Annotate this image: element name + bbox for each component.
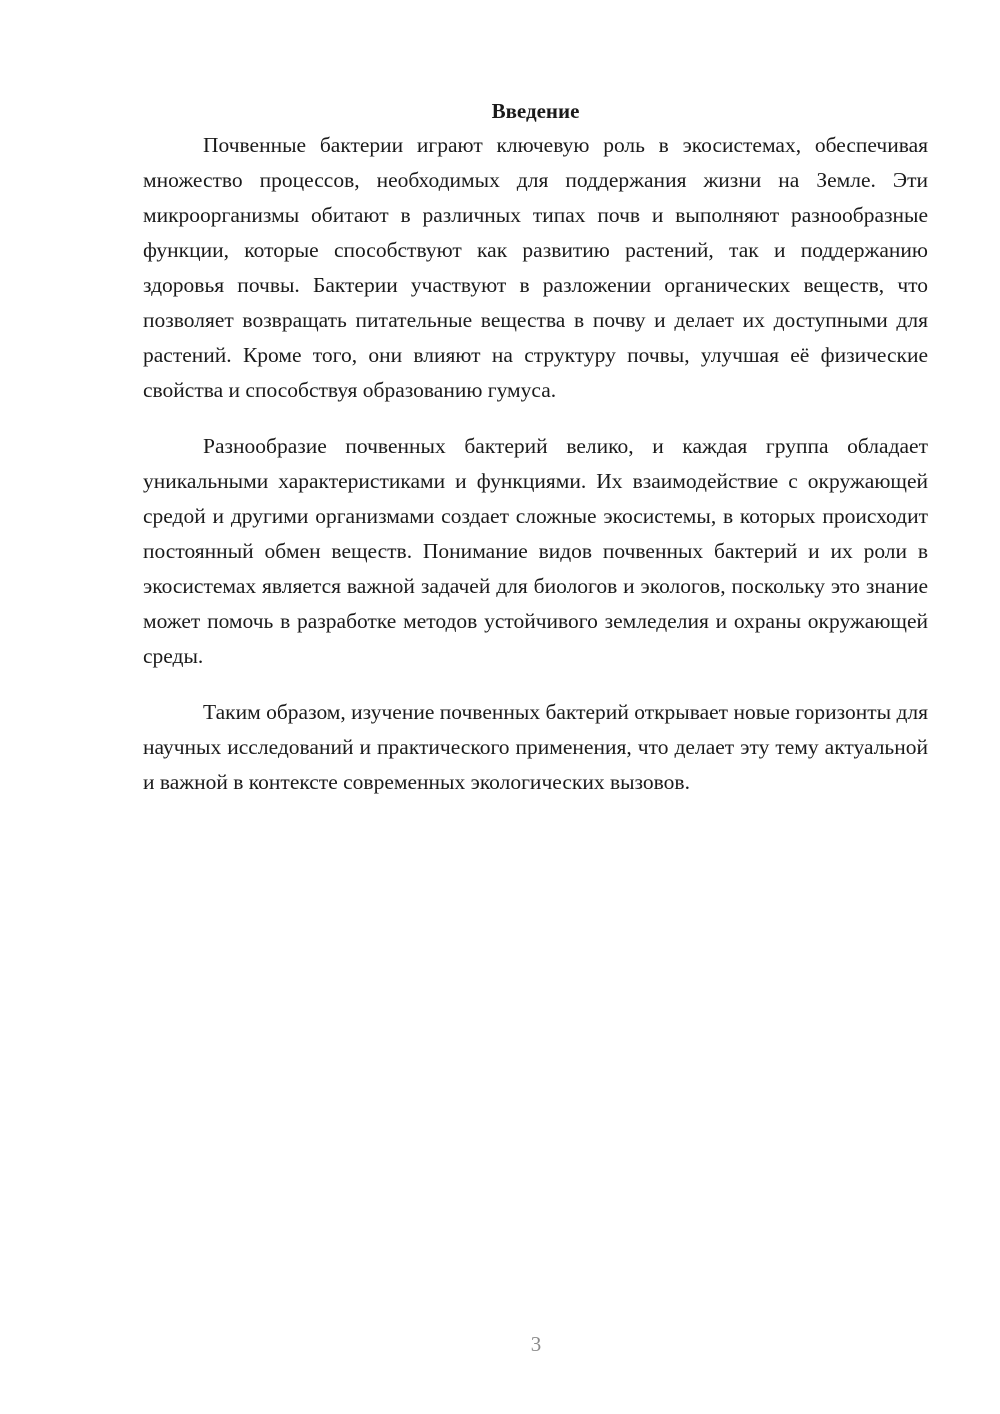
- paragraph-1: Почвенные бактерии играют ключевую роль в экосистемах, обеспечивая множество процессов, необходимых для поддержания жизни на Земле. Эти микроорганизмы обитают в различных типах почв и выполняют разнообразные функции, которые способствуют как развитию растений, так и поддержанию здоровья почвы. Бактерии участвуют в разложении органических веществ, что позволяет возвращать питательные вещества в почву и делает их доступными для растений. Кроме того, они влияют на структуру почвы, улучшая её физические свойства и способствуя образованию гумуса.: [143, 133, 928, 402]
- paragraph-3: Таким образом, изучение почвенных бактерий открывает новые горизонты для научных исследований и практического применения, что делает эту тему актуальной и важной в контексте современных экологических вызовов.: [143, 700, 928, 794]
- section-heading: Введение: [491, 99, 580, 123]
- paragraph-2: Разнообразие почвенных бактерий велико, и каждая группа обладает уникальными характеристиками и функциями. Их взаимодействие с окружающей средой и другими организмами создает сложные экосистемы, в которых происходит постоянный обмен веществ. Понимание видов почвенных бактерий и их роли в экосистемах является важной задачей для биологов и экологов, поскольку это знание может помочь в разработке методов устойчивого земледелия и охраны окружающей среды.: [143, 434, 928, 668]
- page-content: [143, 94, 928, 800]
- page-number: 3: [530, 1332, 542, 1356]
